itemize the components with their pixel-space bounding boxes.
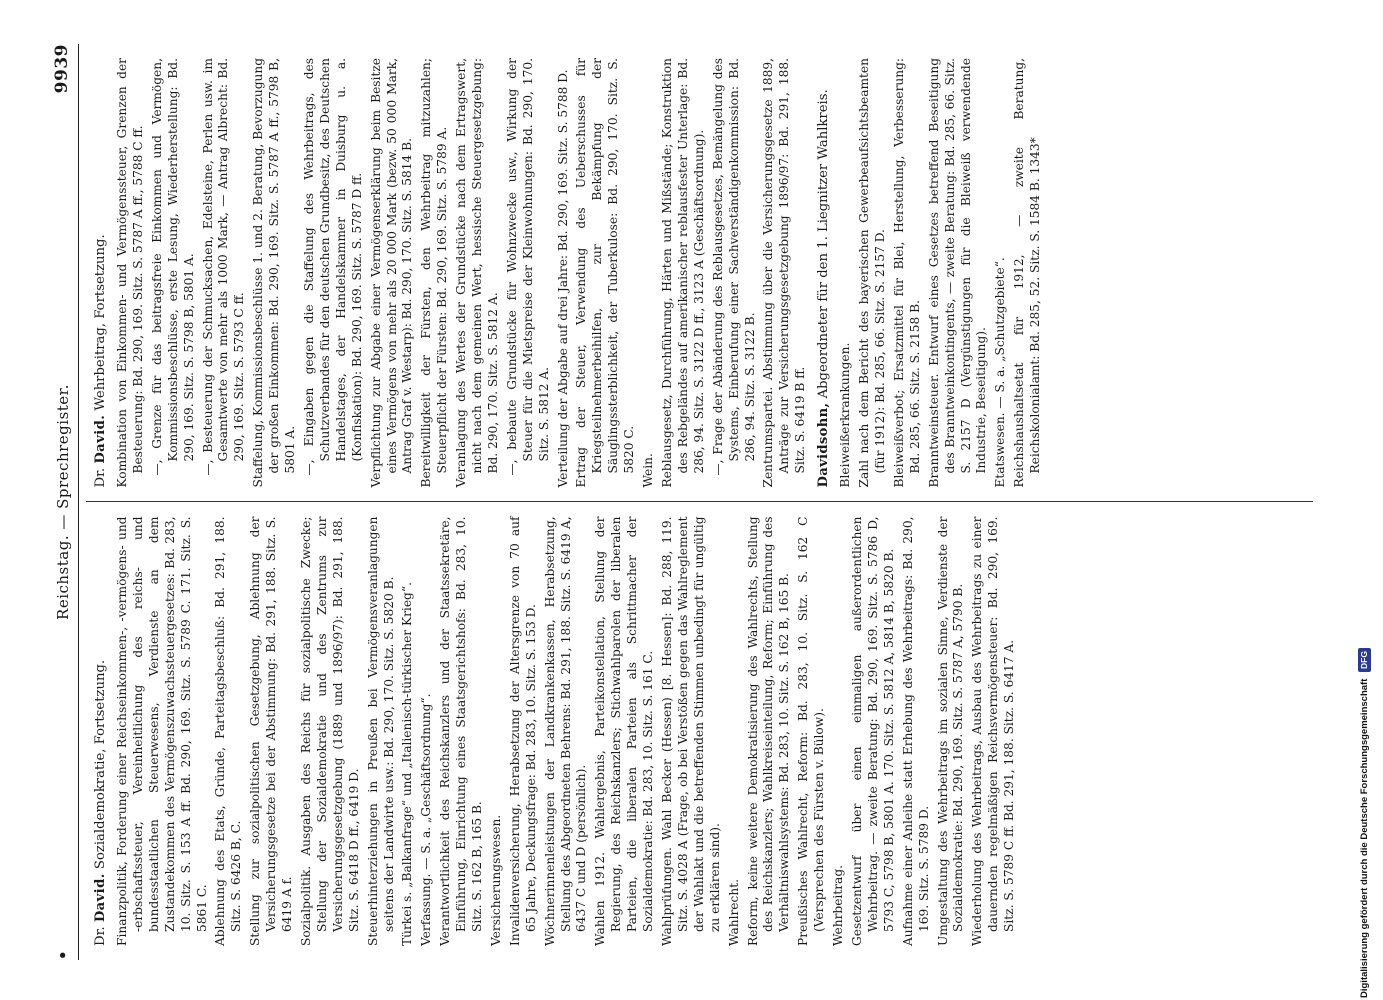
person2-rest: Abgeordneter für den 1. Liegnitzer Wahlkreis. — [816, 89, 832, 399]
index-entry: —, Besteuerung der Schmucksachen, Edelsteine, Perlen usw. im Gesamtwerte von mehr als 1000 Mark, — Antrag Albrecht: Bd. 290, 169. Sitz. S. 5793 C ff. — [200, 58, 247, 476]
index-entry: —, bebaute Grundstücke für Wohnzwecke usw., Wirkung der Steuer für die Mietspreise der Kleinwohnungen: Bd. 290, 170. Sitz. S. 5812 A. — [504, 58, 551, 476]
index-entry: Umgestaltung des Wehrbeitrags im sozialen Sinne, Verdienste der Sozialdemokratie: Bd. 290, 169. Sitz. S. 5787 A, 5790 B. — [935, 516, 966, 946]
index-entry: Preußisches Wahlrecht, Reform: Bd. 283, 10. Sitz. S. 162 C (Versprechen des Fürsten v. Bülow). — [796, 516, 827, 946]
index-entry: Zahl nach dem Bericht des bayerischen Gewerbeaufsichtsbeamten (für 1912): Bd. 285, 66. Sitz. S. 2157 D. — [857, 58, 887, 488]
left-head-rest: Sozialdemokratie, Fortsetzung. — [93, 659, 108, 870]
left-head-prefix: Dr. — [93, 926, 108, 946]
index-entry: Veranlagung des Wertes der Grundstücke nach dem Ertragswert, nicht nach dem gemeinen Wert, hessische Steuergesetzgebung: Bd. 290, 170. Sitz. S. 5812 A. — [454, 58, 500, 488]
index-entry: Branntweinsteuer. Entwurf eines Gesetzes betreffend Beseitigung des Branntweinkontingents, — zweite Beratung: Bd. 285, 66. Sitz. S. 2157 D (Vergünstigungen für die Bleiweiß verwendende Industrie, Beseitigung). — [926, 58, 989, 488]
page-number: 9939 — [52, 44, 72, 94]
index-entry: Verteilung der Abgabe auf drei Jahre: Bd. 290, 169. Sitz. S. 5788 D. — [555, 69, 570, 488]
person-heading-davidsohn — [815, 58, 832, 488]
running-head — [52, 44, 79, 960]
running-head-dot: • — [54, 949, 72, 960]
running-head-title: Reichstag. — Sprechregister. — [54, 384, 72, 620]
index-entry: Reichshaushaltsetat für 1912, — zweite Beratung, Reichskolonialamt: Bd. 285, 52. Sitz. S. 1584 B. 1343* — [1012, 58, 1043, 488]
right-head-prefix: Dr. — [93, 467, 108, 488]
index-entry: Finanzpolitik, Forderung einer Reichseinkommen-, -vermögens- und -erbschaftssteuer, Vereinheitlichung des reichs- und bundesstaatlichen Steuerwesens, Verdienste an dem Zustandekommen des Vermögenszuwachssteuergesetzes: Bd. 283, 10. Sitz. S. 153 A ff. Bd. 290, 169. Sitz. S. 5789 C. 171. Sitz. S. 5861 C. — [115, 516, 209, 946]
index-entry: Verpflichtung zur Abgabe einer Vermögenserklärung beim Besitze eines Vermögens von mehr als 20 000 Mark (bezw. 50 000 Mark, Antrag Graf v. Westarp): Bd. 290, 170. Sitz. S. 5814 B. — [368, 58, 415, 488]
right-column — [86, 44, 1313, 503]
index-entry: Invalidenversicherung, Herabsetzung der Altersgrenze von 70 auf 65 Jahre, Deckungsfrage: Bd. 283, 10. Sitz. S. 153 D. — [507, 516, 538, 946]
person2-name: Davidsohn, — [816, 402, 832, 488]
index-entry: Wahlprüfungen. Wahl Becker (Hessen) [8. Hessen]: Bd. 288, 119. Sitz. S. 4028 A (Frage, ob bei Verstößen gegen das Wahlreglement der Wahlakt und die betreffenden Stimmen unbedingt für ungültig zu erklären sind). — [660, 516, 722, 946]
index-entry: Ertrag der Steuer, Verwendung des Ueberschusses für Kriegsteilnehmerbeihilfen, zur Bekämpfung der Säuglingssterblichkeit, der Tuberkulose: Bd. 290, 170. Sitz. S. 5820 C. — [574, 58, 637, 488]
index-entry: Aufnahme einer Anleihe statt Erhebung des Wehrbeitrags: Bd. 290, 169. Sitz. S. 5789 D. — [900, 516, 931, 946]
index-entry: Türkei s. „Balkanfrage“ und „Italienisch-türkischer Krieg“. — [400, 582, 415, 946]
index-entry: Bleiweißverbot; Ersatzmittel für Blei, Herstellung, Verbesserung: Bd. 285, 66. Sitz. S. 2158 B. — [891, 58, 922, 488]
index-entry: Wahlrecht. — [726, 879, 741, 946]
index-entry: Verfassung. — S. a. „Geschäftsordnung“. — [419, 693, 434, 946]
right-head-rest: Wehrbeitrag, Fortsetzung. — [93, 234, 108, 411]
index-entry: Wehrbeitrag. — [831, 865, 846, 946]
index-entry: Stellung zur sozialpolitischen Gesetzgebung, Ablehnung der Versicherungsgesetze bei der Abstimmung: Bd. 291, 188. Sitz. S. 6419 A f. — [248, 516, 295, 946]
two-column-body — [86, 44, 1313, 960]
index-entry: Wiederholung des Wehrbeitrags, Ausbau des Wehrbeitrags zu einer dauernden regelmäßigen Reichsvermögensteuer: Bd. 290, 169. Sitz. S. 5789 C ff. Bd. 291, 188. Sitz. S. 6417 A. — [970, 516, 1017, 946]
side-credit — [1352, 8, 1378, 998]
index-entry: Bereitwilligkeit der Fürsten, den Wehrbeitrag mitzuzahlen; Steuerpflicht der Fürsten: Bd. 290, 169. Sitz. S. 5789 A. — [419, 58, 450, 488]
index-entry: Etatswesen. — S. a. „Schutzgebiete“. — [993, 257, 1008, 488]
index-entry: Staffelung, Kommissionsbeschlüsse 1. und 2. Beratung, Bevorzugung der großen Einkommen: Bd. 290, 169. Sitz. S. 5787 A ff., 5798 B, 5801 A. — [251, 58, 298, 488]
credit-text: Digitalisierung gefördert durch die Deutsche Forschungsgemeinschaft — [1359, 678, 1370, 998]
index-entry: Ablehnung des Etats, Gründe, Parteitagsbeschluß: Bd. 291, 188. Sitz. S. 6426 B, C. — [213, 516, 244, 946]
index-entry: Bleiweißerkrankungen. — [838, 342, 853, 488]
index-entry: Verantwortlichkeit des Reichskanzlers und der Staatssekretäre, Einführung, Einrichtung eines Staatsgerichtshofs: Bd. 283, 10. Sitz. S. 162 B, 165 B. — [438, 516, 485, 946]
index-entry: —, Eingaben gegen die Staffelung des Wehrbeitrags, des Schutzverbandes für den deutschen Grundbesitz, des Deutschen Handelstages, der Handelskammer in Duisburg u. a. (Konfiskation): Bd. 290, 169. Sitz. S. 5787 D ff. — [301, 58, 364, 476]
right-column-head — [92, 58, 109, 488]
index-entry: Kombination von Einkommen- und Vermögenssteuer, Grenzen der Besteuerung: Bd. 290, 169. Sitz. S. 5787 A ff., 5788 C ff. — [115, 58, 145, 488]
left-head-name: David. — [93, 873, 108, 923]
dfg-logo: DFG — [1358, 648, 1371, 672]
index-entry: Wein. — [641, 453, 656, 488]
index-entry: Versicherungswesen. — [488, 814, 503, 946]
index-entry: Steuerhinterziehungen in Preußen bei Vermögensveranlagungen seitens der Landwirte usw.: Bd. 290, 170. Sitz. S. 5820 B. — [365, 516, 396, 946]
index-entry: Zentrumspartei. Abstimmung über die Versicherungsgesetze 1889, Anträge zur Versicherungsgesetzgebung 1896/97: Bd. 291, 188. Sitz. S. 6419 B ff. — [761, 58, 808, 488]
index-entry: —, Frage der Abänderung des Reblausgesetzes, Bemängelung des Systems, Einberufung einer Sachverständigenkommission: Bd. 286, 94. Sitz. S. 3122 B. — [710, 58, 757, 476]
index-entry: Wahlen 1912. Wahlergebnis, Parteikonstellation, Stellung der Regierung, des Reichskanzlers; Stichwahlparolen der liberalen Parteien, die liberalen Parteien als Schrittmacher der Sozialdemokratie: Bd. 283, 10. Sitz. S. 161 C. — [593, 516, 656, 946]
right-head-name: David. — [93, 414, 108, 464]
right-entries — [115, 58, 809, 488]
left-column — [86, 503, 1313, 961]
index-entry: Wöchnerinnenleistungen der Landkrankenkassen, Herabsetzung, Stellung des Abgeordneten Behrens: Bd. 291, 188. Sitz. S. 6419 A, 6437 C und D (persönlich). — [542, 516, 589, 946]
index-entry: Reform, keine weitere Demokratisierung des Wahlrechts, Stellung des Reichskanzlers; Wahlkreiseinteilung, Reform; Einführung des Verhältniswahlsystems: Bd. 283, 10. Sitz. S. 162 B, 165 B. — [745, 516, 792, 946]
index-entry: Gesetzentwurf über einen einmaligen außerordentlichen Wehrbeitrag. — zweite Beratung: Bd. 290, 169. Sitz. S. 5786 D, 5793 C, 5798 B, 5801 A. 170. Sitz. S. 5812 A, 5814 B, 5820 B. — [849, 516, 896, 946]
right-entries-2 — [838, 58, 1044, 488]
index-entry: Reblausgesetz, Durchführung, Härten und Mißstände; Konstruktion des Rebgeländes auf amerikanischer reblausfester Unterlage: Bd. 286, 94. Sitz. S. 3122 D ff., 3123 A (Geschäftsordnung). — [660, 58, 706, 488]
left-column-head — [92, 517, 109, 947]
index-entry: Sozialpolitik. Ausgaben des Reichs für sozialpolitische Zwecke; Stellung der Sozialdemokratie und des Zentrums zur Versicherungsgesetzgebung (1889 und 1896/97): Bd. 291, 188. Sitz. S. 6418 D ff., 6419 D. — [298, 516, 361, 946]
left-entries — [115, 517, 1018, 947]
index-entry: —, Grenze für das beitragsfreie Einkommen und Vermögen, Kommissionsbeschlüsse, erste Lesung, Wiederherstellung: Bd. 290, 169. Sitz. S. 5798 B, 5801 A. — [149, 58, 196, 476]
